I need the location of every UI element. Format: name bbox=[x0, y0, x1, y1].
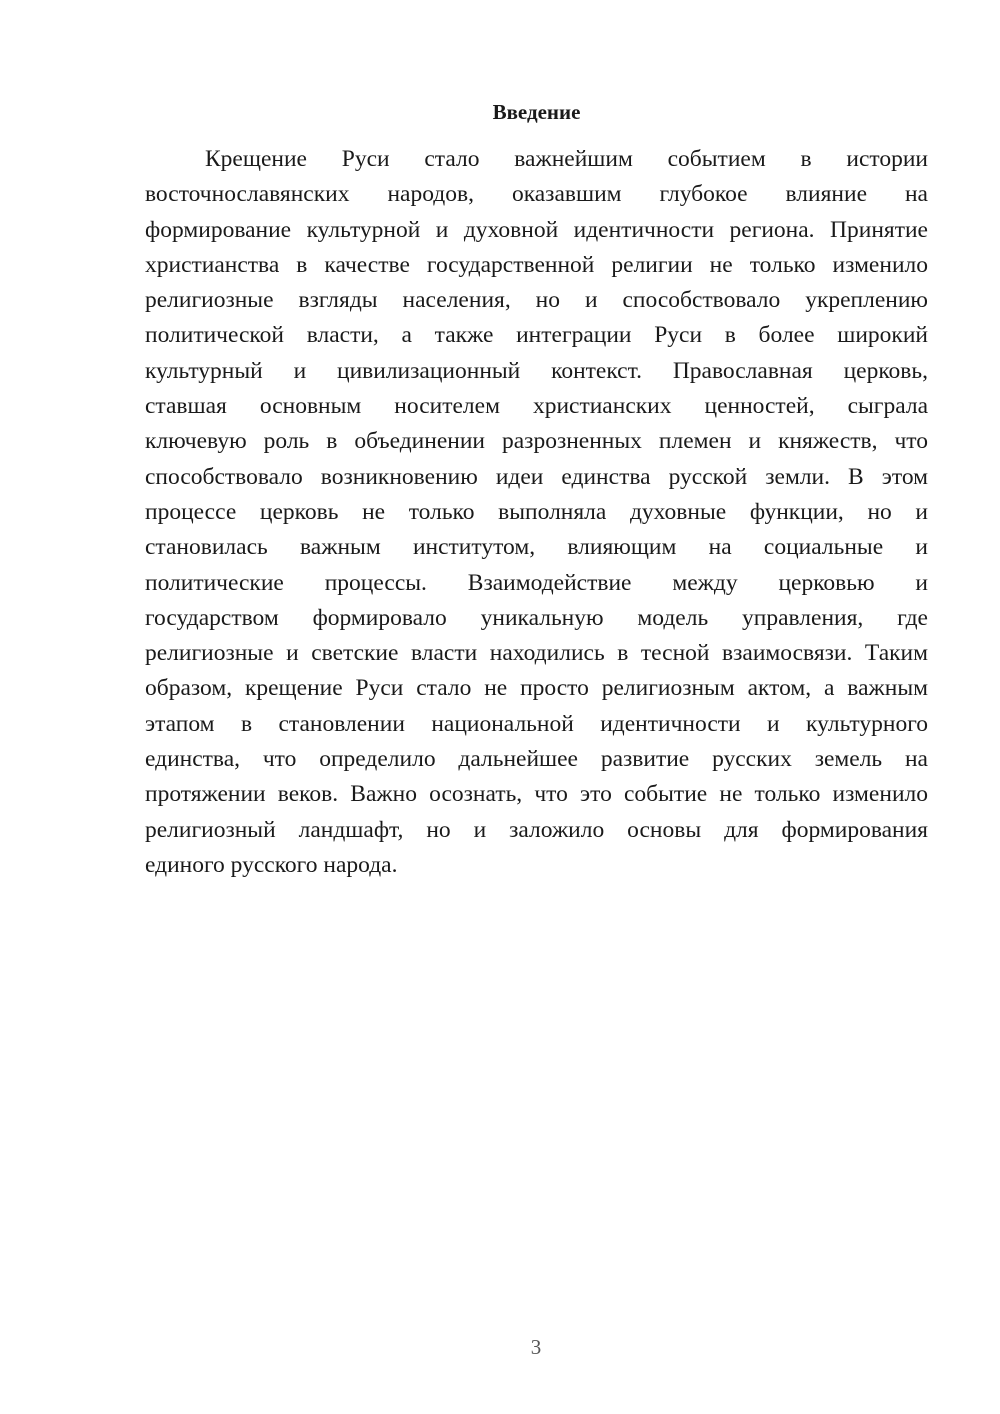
paragraph-line: образом, крещение Руси стало не просто религиозным актом, а важным bbox=[145, 675, 928, 702]
page-number: 3 bbox=[530, 1335, 542, 1359]
paragraph-line: становилась важным институтом, влияющим на социальные и bbox=[145, 534, 928, 561]
paragraph-line: государством формировало уникальную модель управления, где bbox=[145, 604, 928, 631]
paragraph-line: политические процессы. Взаимодействие между церковью и bbox=[145, 569, 928, 596]
paragraph-line: Крещение Руси стало важнейшим событием в истории bbox=[205, 146, 928, 172]
paragraph-line: этапом в становлении национальной идентичности и культурного bbox=[145, 710, 928, 737]
paragraph-line: религиозный ландшафт, но и заложило основы для формирования bbox=[145, 816, 928, 843]
paragraph-line: протяжении веков. Важно осознать, что это событие не только изменило bbox=[145, 781, 928, 808]
paragraph-line: процессе церковь не только выполняла духовные функции, но и bbox=[145, 498, 928, 525]
paragraph-line: способствовало возникновению идеи единства русской земли. В этом bbox=[145, 463, 928, 490]
paragraph-line: ключевую роль в объединении разрозненных племен и княжеств, что bbox=[145, 428, 928, 455]
paragraph-line: религиозные и светские власти находились в тесной взаимосвязи. Таким bbox=[145, 640, 928, 667]
paragraph-line: религиозные взгляды населения, но и способствовало укреплению bbox=[145, 287, 928, 314]
body-paragraph bbox=[145, 142, 928, 883]
paragraph-line: единого русского народа. bbox=[145, 851, 398, 878]
paragraph-line: христианства в качестве государственной религии не только изменило bbox=[145, 251, 928, 278]
paragraph-line: единства, что определило дальнейшее развитие русских земель на bbox=[145, 746, 928, 773]
paragraph-line: ставшая основным носителем христианских ценностей, сыграла bbox=[145, 393, 928, 420]
paragraph-line: культурный и цивилизационный контекст. Православная церковь, bbox=[145, 357, 928, 384]
section-heading: Введение bbox=[492, 100, 581, 124]
paragraph-line: восточнославянских народов, оказавшим глубокое влияние на bbox=[145, 181, 928, 208]
paragraph-line: формирование культурной и духовной идентичности региона. Принятие bbox=[145, 216, 928, 243]
paragraph-line: политической власти, а также интеграции Руси в более широкий bbox=[145, 322, 928, 349]
